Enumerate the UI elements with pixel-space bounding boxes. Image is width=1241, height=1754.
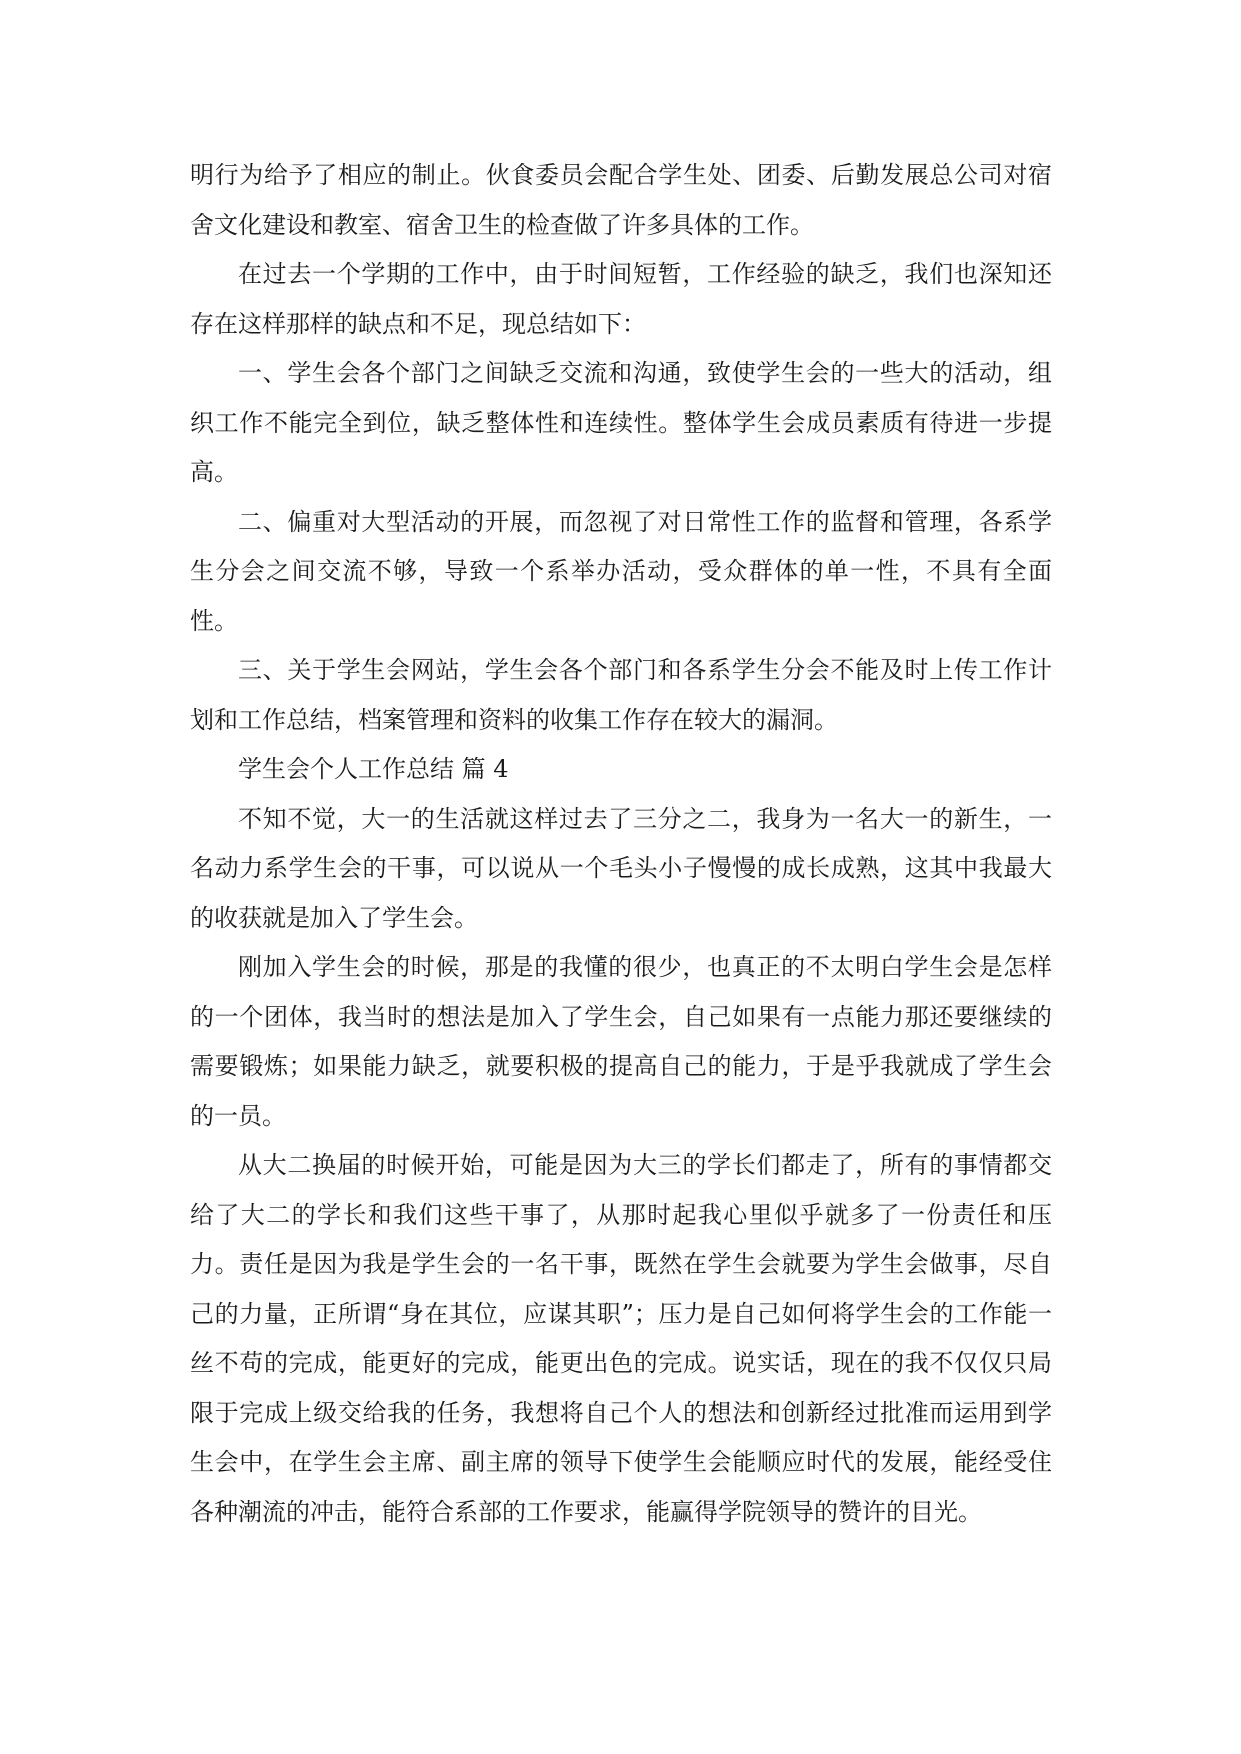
- paragraph: 从大二换届的时候开始，可能是因为大三的学长们都走了，所有的事情都交给了大二的学长和我们这些干事了，从那时起我心里似乎就多了一份责任和压力。责任是因为我是学生会的一名干事，既然在学生会就要为学生会做事，尽自己的力量，正所谓“身在其位，应谋其职”；压力是自己如何将学生会的工作能一丝不苟的完成，能更好的完成，能更出色的完成。说实话，现在的我不仅仅只局限于完成上级交给我的任务，我想将自己个人的想法和创新经过批准而运用到学生会中，在学生会主席、副主席的领导下使学生会能顺应时代的发展，能经受住各种潮流的冲击，能符合系部的工作要求，能赢得学院领导的赞许的目光。: [190, 1151, 1052, 1526]
- paragraph: 二、偏重对大型活动的开展，而忽视了对日常性工作的监督和管理，各系学生分会之间交流不够，导致一个系举办活动，受众群体的单一性，不具有全面性。: [190, 507, 1052, 635]
- paragraph: 在过去一个学期的工作中，由于时间短暂，工作经验的缺乏，我们也深知还存在这样那样的缺点和不足，现总结如下：: [190, 260, 1052, 338]
- paragraph: 刚加入学生会的时候，那是的我懂的很少，也真正的不太明白学生会是怎样的一个团体，我当时的想法是加入了学生会，自己如果有一点能力那还要继续的需要锻炼；如果能力缺乏，就要积极的提高自己的能力，于是乎我就成了学生会的一员。: [190, 953, 1052, 1130]
- paragraph: 一、学生会各个部门之间缺乏交流和沟通，致使学生会的一些大的活动，组织工作不能完全到位，缺乏整体性和连续性。整体学生会成员素质有待进一步提高。: [190, 359, 1052, 486]
- paragraph: 三、关于学生会网站，学生会各个部门和各系学生分会不能及时上传工作计划和工作总结，档案管理和资料的收集工作存在较大的漏洞。: [190, 656, 1052, 734]
- paragraph: 不知不觉，大一的生活就这样过去了三分之二，我身为一名大一的新生，一名动力系学生会的干事，可以说从一个毛头小子慢慢的成长成熟，这其中我最大的收获就是加入了学生会。: [190, 804, 1052, 932]
- paragraph-continuation: 明行为给予了相应的制止。伙食委员会配合学生处、团委、后勤发展总公司对宿舍文化建设和教室、宿舍卫生的检查做了许多具体的工作。: [190, 161, 1052, 239]
- document-body: [190, 151, 1052, 1537]
- section-heading: 学生会个人工作总结 篇 4: [238, 755, 509, 783]
